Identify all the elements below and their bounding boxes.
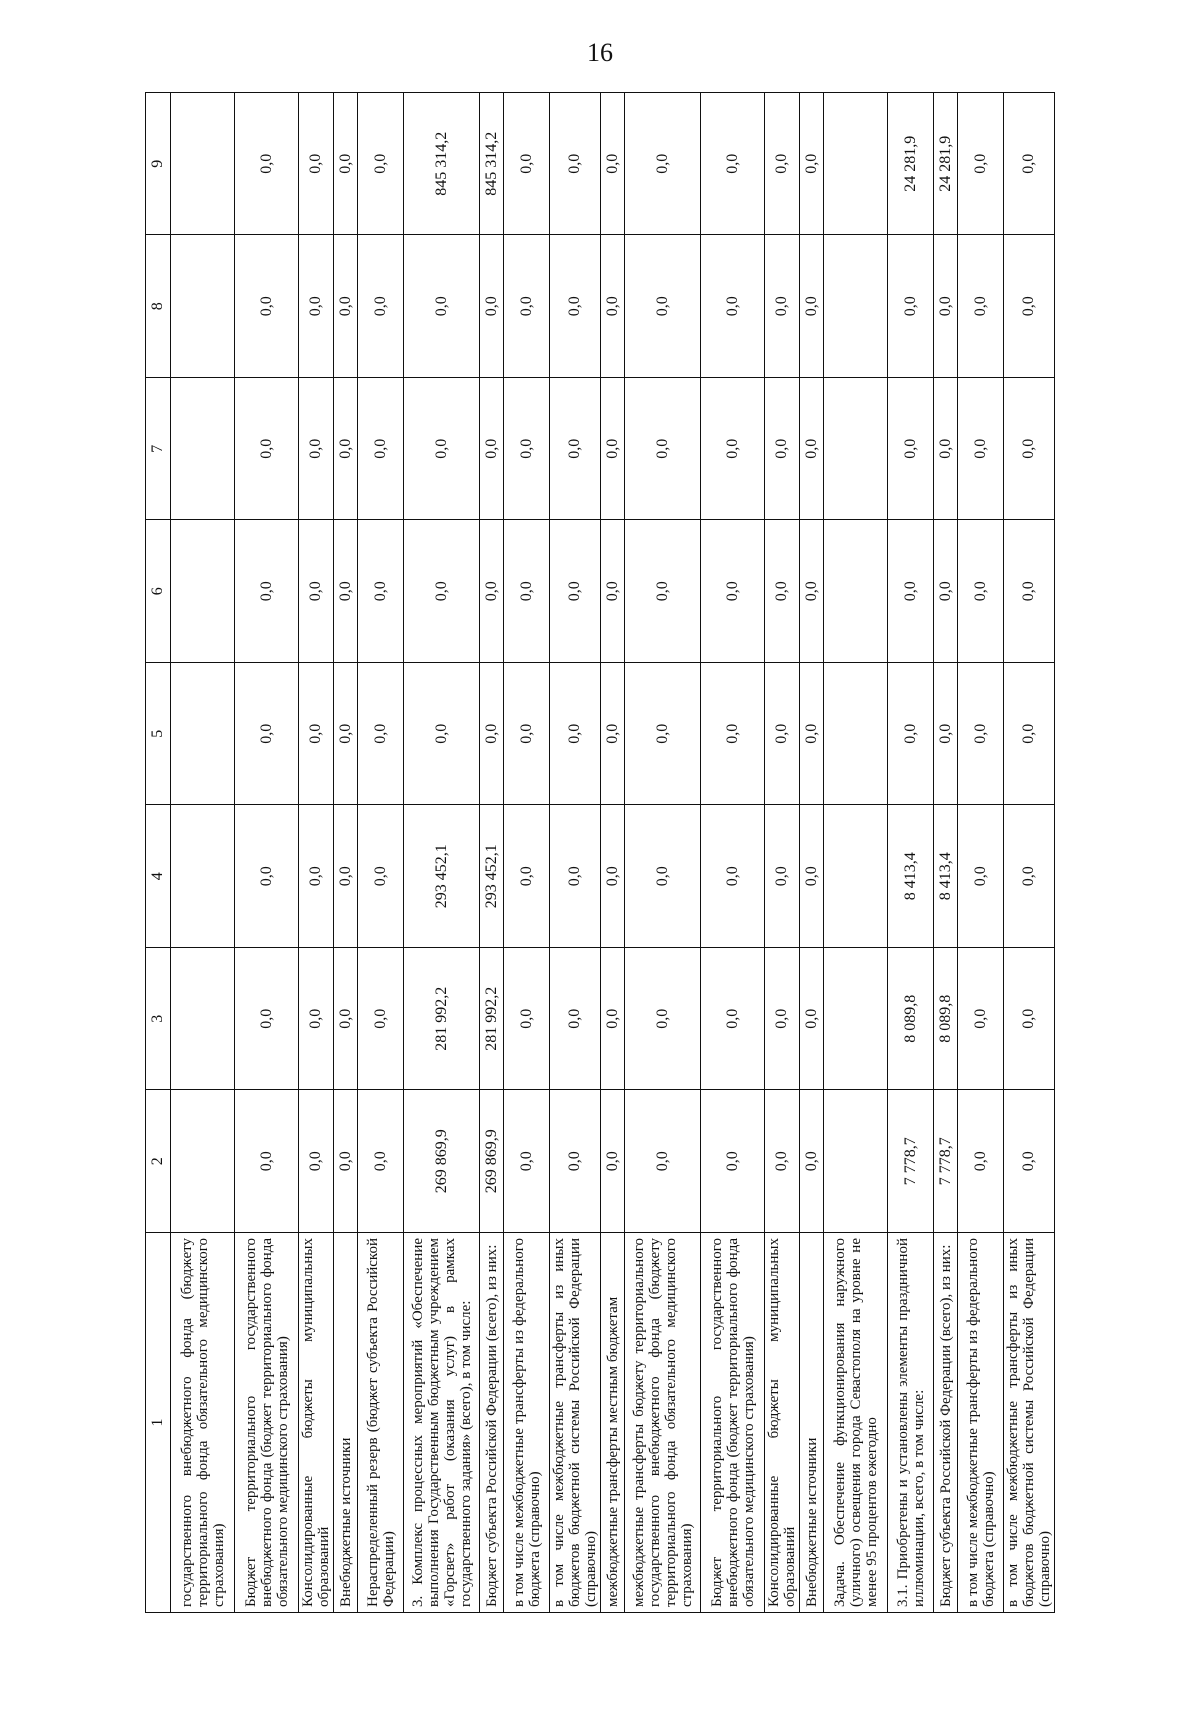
column-header: 4	[146, 805, 171, 948]
cell-value: 0,0	[550, 1090, 601, 1233]
table-row	[171, 93, 235, 1613]
cell-value: 8 413,4	[888, 805, 934, 948]
cell-value: 0,0	[480, 663, 504, 806]
table-row	[299, 93, 334, 1613]
cell-value: 0,0	[958, 378, 1004, 521]
cell-value: 7 778,7	[888, 1090, 934, 1233]
row-label: Консолидированные бюджеты муниципальных образований	[765, 1233, 800, 1613]
row-label: Внебюджетные источники	[800, 1233, 824, 1613]
row-label: в том числе межбюджетные трансферты из федерального бюджета (справочно)	[504, 1233, 550, 1613]
cell-value: 0,0	[800, 520, 824, 663]
cell-value	[171, 805, 235, 948]
cell-value	[824, 805, 888, 948]
cell-value: 0,0	[550, 93, 601, 236]
cell-value: 0,0	[765, 93, 800, 236]
cell-value: 0,0	[334, 235, 358, 378]
cell-value: 0,0	[701, 948, 765, 1091]
cell-value: 24 281,9	[888, 93, 934, 236]
cell-value	[171, 663, 235, 806]
row-label: Внебюджетные источники	[334, 1233, 358, 1613]
column-header: 3	[146, 948, 171, 1091]
cell-value: 0,0	[601, 805, 625, 948]
cell-value	[824, 93, 888, 236]
cell-value: 0,0	[601, 235, 625, 378]
row-label: Задача. Обеспечение функционирования наружного (уличного) освещения города Севастополя на уровне не менее 95 процентов ежегодно	[824, 1233, 888, 1613]
cell-value	[824, 948, 888, 1091]
cell-value: 845 314,2	[480, 93, 504, 236]
table-row	[958, 93, 1004, 1613]
cell-value: 0,0	[765, 805, 800, 948]
cell-value: 0,0	[934, 663, 958, 806]
cell-value: 0,0	[358, 1090, 404, 1233]
table-body	[171, 93, 1055, 1613]
cell-value: 0,0	[800, 1090, 824, 1233]
table-row	[765, 93, 800, 1613]
cell-value: 0,0	[800, 948, 824, 1091]
cell-value	[824, 378, 888, 521]
cell-value: 0,0	[550, 235, 601, 378]
row-label: Нераспределенный резерв (бюджет субъекта Российской Федерации)	[358, 1233, 404, 1613]
cell-value: 0,0	[550, 948, 601, 1091]
table-row	[701, 93, 765, 1613]
cell-value: 0,0	[358, 805, 404, 948]
row-label: в том числе межбюджетные трансферты из федерального бюджета (справочно)	[958, 1233, 1004, 1613]
cell-value: 0,0	[625, 520, 701, 663]
cell-value: 0,0	[358, 93, 404, 236]
table-row	[504, 93, 550, 1613]
table-row	[1004, 93, 1055, 1613]
cell-value: 0,0	[625, 805, 701, 948]
rotated-table-wrapper	[145, 93, 1055, 1613]
cell-value: 281 992,2	[404, 948, 480, 1091]
column-header: 5	[146, 663, 171, 806]
cell-value: 0,0	[299, 663, 334, 806]
cell-value: 0,0	[888, 235, 934, 378]
row-label: в том числе межбюджетные трансферты из иных бюджетов бюджетной системы Российской Федерации (справочно)	[550, 1233, 601, 1613]
cell-value: 0,0	[958, 1090, 1004, 1233]
row-label: Бюджет территориального государственного внебюджетного фонда (бюджет территориального фонда обязательного медицинского страхования)	[235, 1233, 299, 1613]
cell-value: 0,0	[358, 948, 404, 1091]
cell-value: 0,0	[504, 378, 550, 521]
cell-value: 0,0	[800, 93, 824, 236]
column-header: 9	[146, 93, 171, 236]
cell-value: 0,0	[235, 93, 299, 236]
cell-value: 0,0	[601, 1090, 625, 1233]
cell-value: 0,0	[888, 663, 934, 806]
cell-value: 0,0	[334, 805, 358, 948]
cell-value: 0,0	[888, 378, 934, 521]
table-row	[601, 93, 625, 1613]
cell-value: 0,0	[334, 378, 358, 521]
cell-value: 0,0	[765, 520, 800, 663]
row-label: 3.1. Приобретены и установлены элементы праздничной иллюминации, всего, в том числе:	[888, 1233, 934, 1613]
column-header: 6	[146, 520, 171, 663]
cell-value: 0,0	[334, 520, 358, 663]
cell-value	[171, 520, 235, 663]
cell-value: 0,0	[404, 663, 480, 806]
table-row	[800, 93, 824, 1613]
cell-value: 0,0	[404, 520, 480, 663]
cell-value: 0,0	[601, 520, 625, 663]
cell-value: 0,0	[1004, 948, 1055, 1091]
cell-value: 0,0	[958, 93, 1004, 236]
cell-value: 0,0	[334, 1090, 358, 1233]
cell-value: 293 452,1	[480, 805, 504, 948]
cell-value: 0,0	[504, 93, 550, 236]
cell-value: 293 452,1	[404, 805, 480, 948]
table-row	[888, 93, 934, 1613]
cell-value: 845 314,2	[404, 93, 480, 236]
cell-value: 7 778,7	[934, 1090, 958, 1233]
cell-value: 0,0	[765, 663, 800, 806]
cell-value: 0,0	[235, 235, 299, 378]
table-row	[235, 93, 299, 1613]
cell-value: 0,0	[504, 663, 550, 806]
cell-value: 0,0	[504, 1090, 550, 1233]
cell-value: 0,0	[299, 1090, 334, 1233]
cell-value: 0,0	[358, 663, 404, 806]
row-label: Бюджет субъекта Российской Федерации (всего), из них:	[934, 1233, 958, 1613]
cell-value: 0,0	[1004, 235, 1055, 378]
cell-value: 0,0	[1004, 378, 1055, 521]
column-number-row	[146, 93, 171, 1613]
column-header: 1	[146, 1233, 171, 1613]
cell-value	[171, 235, 235, 378]
table-row	[934, 93, 958, 1613]
row-label: в том числе межбюджетные трансферты из иных бюджетов бюджетной системы Российской Федерации (справочно)	[1004, 1233, 1055, 1613]
column-header: 2	[146, 1090, 171, 1233]
row-label: 3. Комплекс процессных мероприятий «Обеспечение выполнения Государственным бюджетным учреждением «Горсвет» работ (оказания услуг) в рамках государственного задания» (всего), в том числе:	[404, 1233, 480, 1613]
cell-value: 0,0	[701, 520, 765, 663]
cell-value	[171, 378, 235, 521]
cell-value: 0,0	[299, 235, 334, 378]
cell-value: 0,0	[550, 520, 601, 663]
row-label: межбюджетные трансферты местным бюджетам	[601, 1233, 625, 1613]
cell-value: 0,0	[958, 663, 1004, 806]
row-label: государственного внебюджетного фонда (бюджету территориального фонда обязательного медицинского страхования)	[171, 1233, 235, 1613]
page-number: 16	[587, 38, 613, 67]
table-row	[550, 93, 601, 1613]
cell-value: 0,0	[701, 805, 765, 948]
budget-table	[145, 92, 1055, 1613]
cell-value: 0,0	[701, 378, 765, 521]
column-header: 7	[146, 378, 171, 521]
table-row	[625, 93, 701, 1613]
cell-value: 0,0	[550, 378, 601, 521]
cell-value: 0,0	[235, 1090, 299, 1233]
cell-value: 0,0	[504, 235, 550, 378]
cell-value: 0,0	[701, 93, 765, 236]
cell-value: 0,0	[480, 378, 504, 521]
cell-value: 0,0	[1004, 93, 1055, 236]
row-label: Бюджет территориального государственного внебюджетного фонда (бюджет территориального фонда обязательного медицинского страхования)	[701, 1233, 765, 1613]
cell-value: 8 089,8	[888, 948, 934, 1091]
row-label: Бюджет субъекта Российской Федерации (всего), из них:	[480, 1233, 504, 1613]
cell-value: 0,0	[404, 235, 480, 378]
cell-value: 0,0	[765, 1090, 800, 1233]
cell-value: 8 089,8	[934, 948, 958, 1091]
cell-value: 0,0	[235, 663, 299, 806]
cell-value: 0,0	[934, 520, 958, 663]
cell-value: 0,0	[358, 378, 404, 521]
cell-value: 0,0	[550, 663, 601, 806]
cell-value: 0,0	[958, 805, 1004, 948]
cell-value: 0,0	[765, 235, 800, 378]
cell-value: 0,0	[800, 235, 824, 378]
cell-value: 0,0	[958, 948, 1004, 1091]
row-label: межбюджетные трансферты бюджету территориального государственного внебюджетного фонда (бюджету территориального фонда обязательного медицинского страхования)	[625, 1233, 701, 1613]
cell-value: 0,0	[625, 93, 701, 236]
cell-value: 0,0	[235, 948, 299, 1091]
table-row	[404, 93, 480, 1613]
table-row	[480, 93, 504, 1613]
cell-value: 0,0	[1004, 520, 1055, 663]
cell-value: 0,0	[299, 948, 334, 1091]
cell-value: 0,0	[299, 378, 334, 521]
cell-value: 0,0	[358, 235, 404, 378]
cell-value	[171, 1090, 235, 1233]
table-row	[824, 93, 888, 1613]
cell-value: 0,0	[625, 378, 701, 521]
cell-value: 0,0	[235, 805, 299, 948]
cell-value: 0,0	[404, 378, 480, 521]
cell-value: 0,0	[601, 93, 625, 236]
cell-value: 0,0	[765, 378, 800, 521]
table-row	[334, 93, 358, 1613]
cell-value: 0,0	[235, 520, 299, 663]
cell-value	[824, 235, 888, 378]
cell-value: 0,0	[625, 948, 701, 1091]
cell-value: 0,0	[550, 805, 601, 948]
cell-value: 0,0	[625, 235, 701, 378]
cell-value: 0,0	[888, 520, 934, 663]
cell-value	[824, 663, 888, 806]
cell-value: 0,0	[299, 93, 334, 236]
cell-value	[171, 948, 235, 1091]
cell-value: 0,0	[299, 805, 334, 948]
cell-value: 269 869,9	[480, 1090, 504, 1233]
cell-value	[824, 520, 888, 663]
cell-value: 281 992,2	[480, 948, 504, 1091]
cell-value: 0,0	[601, 378, 625, 521]
cell-value: 0,0	[504, 948, 550, 1091]
cell-value: 0,0	[480, 520, 504, 663]
cell-value: 0,0	[504, 805, 550, 948]
cell-value: 24 281,9	[934, 93, 958, 236]
cell-value: 0,0	[480, 235, 504, 378]
cell-value: 269 869,9	[404, 1090, 480, 1233]
cell-value: 0,0	[701, 235, 765, 378]
cell-value: 0,0	[800, 805, 824, 948]
cell-value: 0,0	[800, 378, 824, 521]
cell-value: 0,0	[934, 235, 958, 378]
cell-value	[824, 1090, 888, 1233]
cell-value: 0,0	[701, 663, 765, 806]
row-label: Консолидированные бюджеты муниципальных образований	[299, 1233, 334, 1613]
cell-value: 0,0	[625, 663, 701, 806]
cell-value: 0,0	[701, 1090, 765, 1233]
cell-value: 0,0	[958, 235, 1004, 378]
table-row	[358, 93, 404, 1613]
cell-value: 0,0	[601, 663, 625, 806]
cell-value: 0,0	[1004, 805, 1055, 948]
cell-value: 0,0	[934, 378, 958, 521]
cell-value: 0,0	[958, 520, 1004, 663]
cell-value: 8 413,4	[934, 805, 958, 948]
cell-value: 0,0	[358, 520, 404, 663]
cell-value: 0,0	[800, 663, 824, 806]
cell-value: 0,0	[334, 93, 358, 236]
cell-value: 0,0	[601, 948, 625, 1091]
cell-value: 0,0	[299, 520, 334, 663]
cell-value: 0,0	[334, 663, 358, 806]
cell-value: 0,0	[765, 948, 800, 1091]
cell-value	[171, 93, 235, 236]
cell-value: 0,0	[504, 520, 550, 663]
cell-value: 0,0	[1004, 663, 1055, 806]
cell-value: 0,0	[334, 948, 358, 1091]
cell-value: 0,0	[1004, 1090, 1055, 1233]
column-header: 8	[146, 235, 171, 378]
cell-value: 0,0	[625, 1090, 701, 1233]
cell-value: 0,0	[235, 378, 299, 521]
